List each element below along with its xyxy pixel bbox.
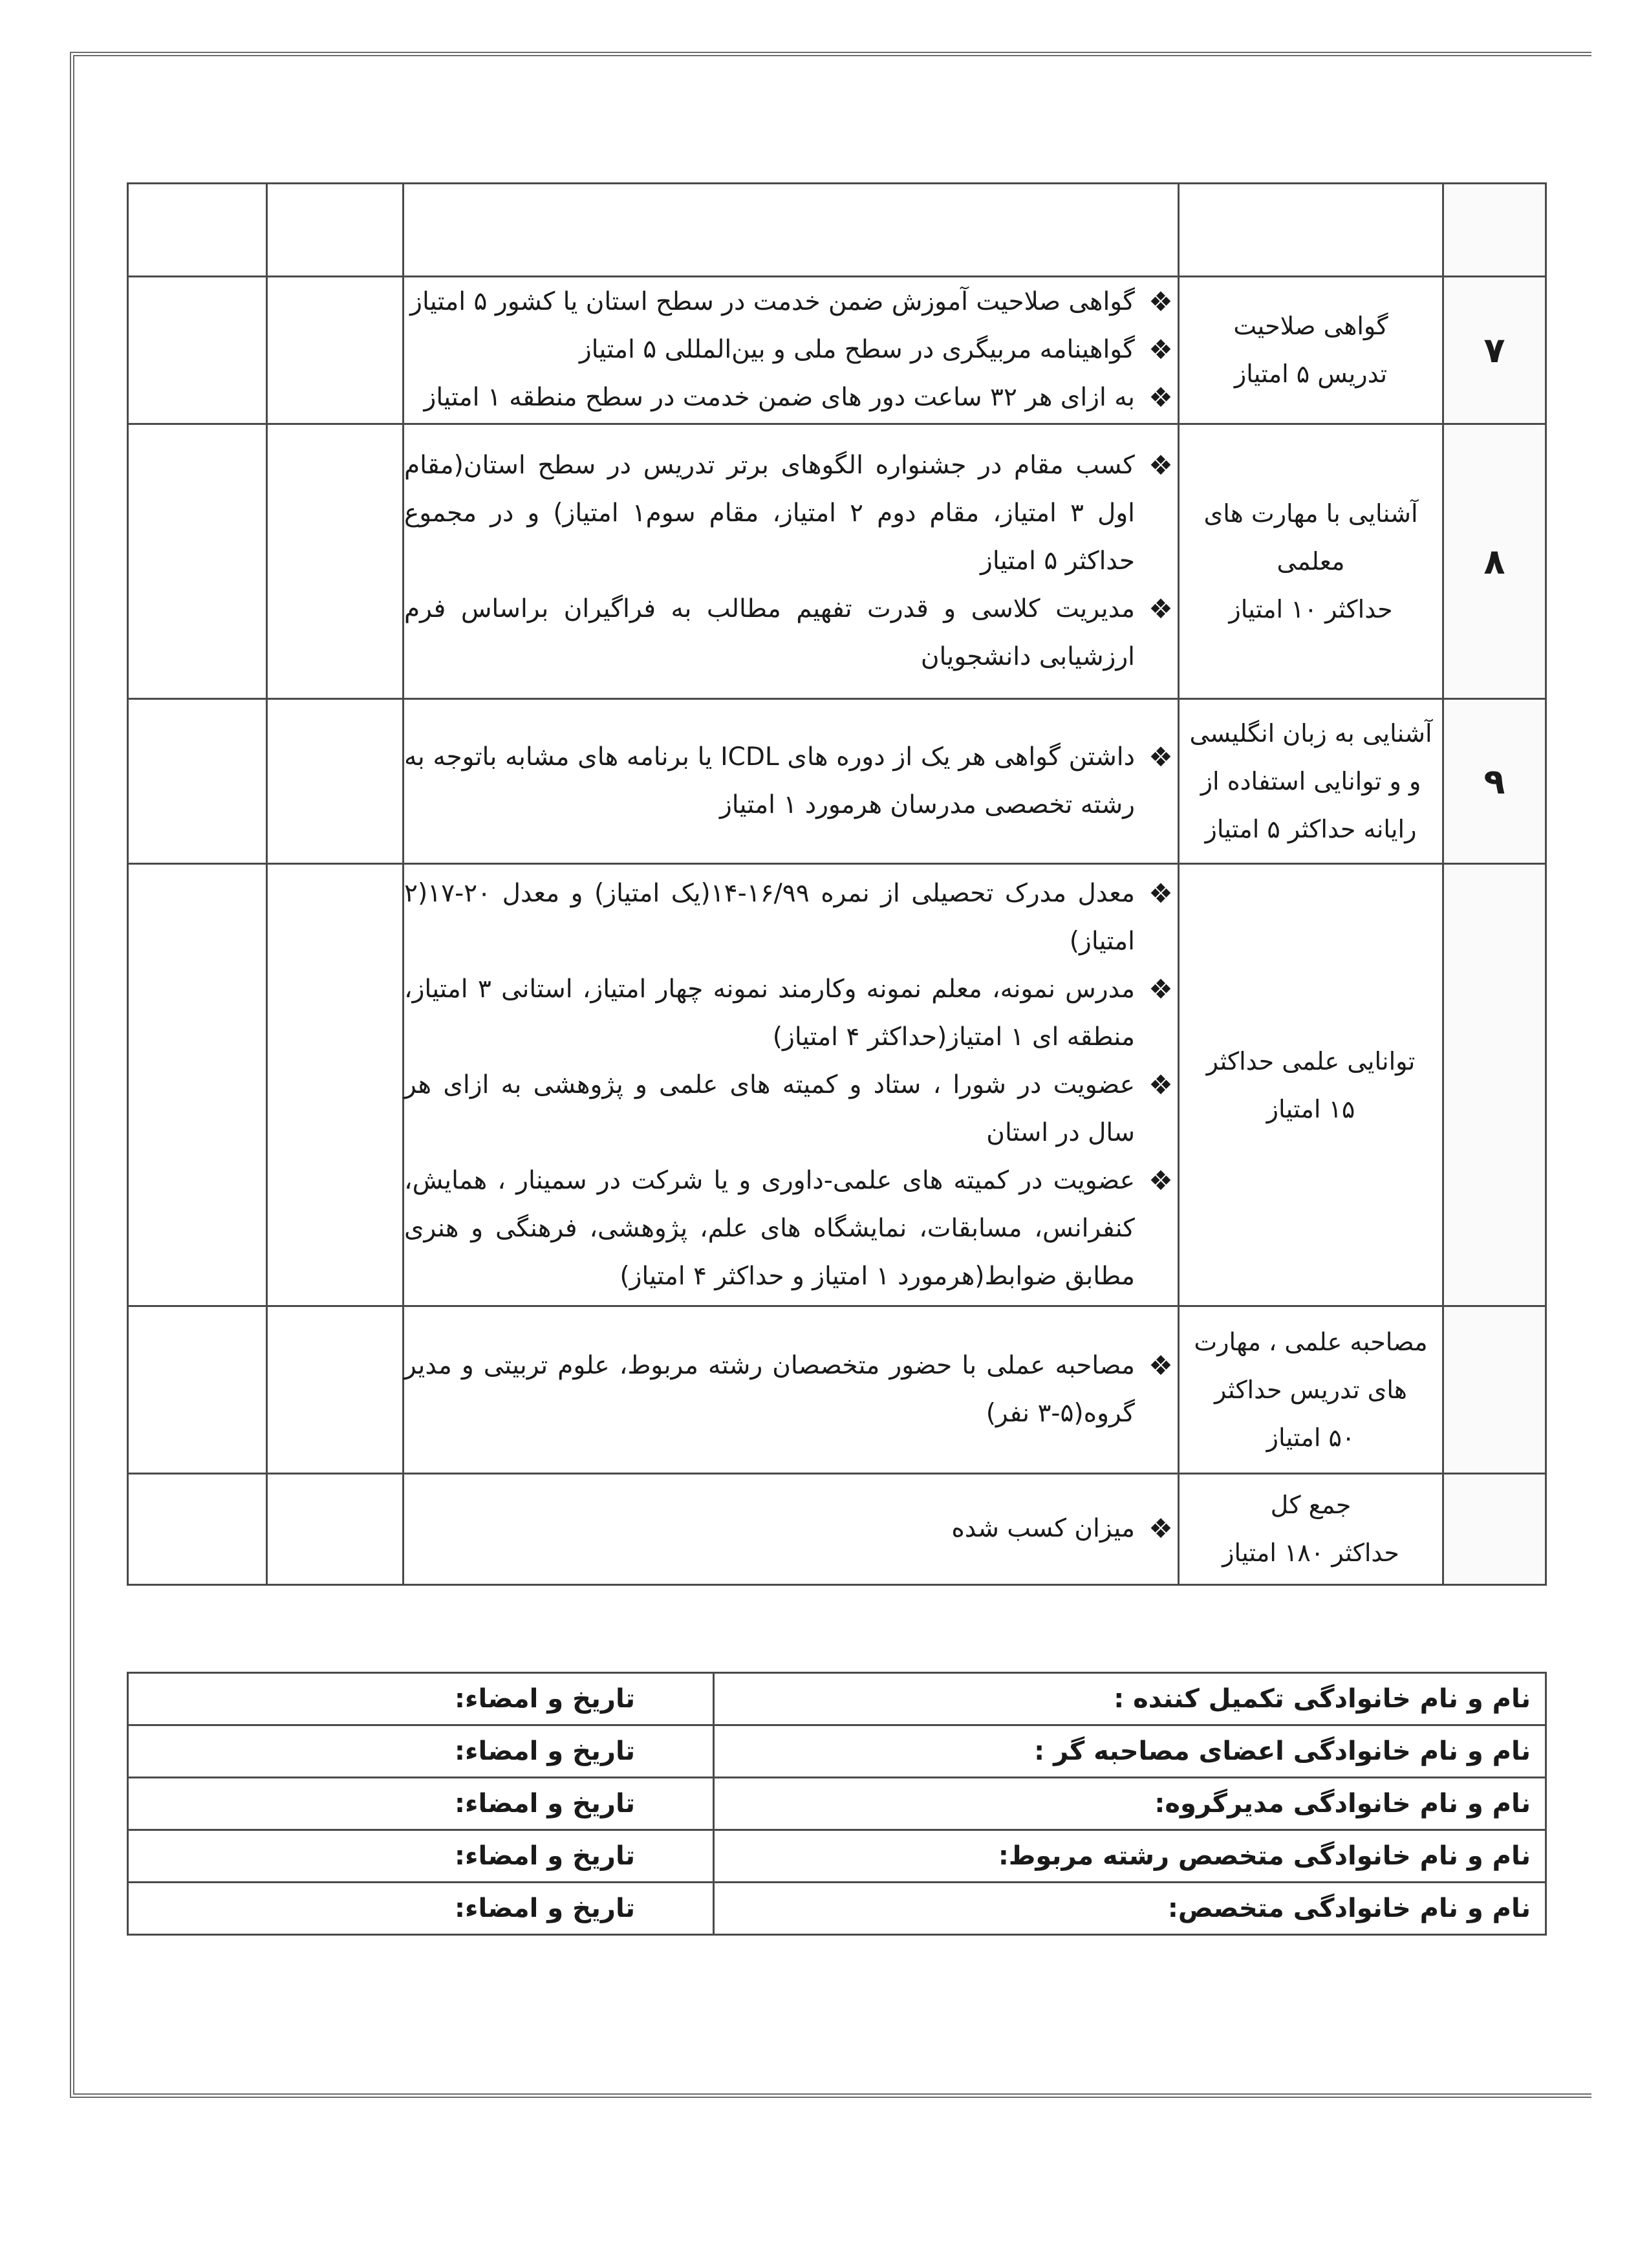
list-item — [404, 374, 1178, 422]
list-item — [404, 966, 1178, 1061]
criterion-title-line: آشنایی به زبان انگلیسی — [1189, 719, 1432, 748]
list-item — [404, 1061, 1178, 1157]
list-item-text: کسب مقام در جشنواره الگوهای برتر تدریس در سطح استان(مقام اول ۳ امتیاز، مقام دوم ۲ امتیاز، مقام سوم۱ امتیاز) و در مجموع حداکثر ۵ امتیاز — [404, 451, 1135, 576]
table-row — [128, 1306, 1546, 1473]
signature-date-label[interactable]: تاریخ و امضاء: — [128, 1725, 714, 1778]
criterion-title-line: آشنایی با مهارت های — [1203, 499, 1418, 528]
signature-date-label[interactable]: تاریخ و امضاء: — [128, 1830, 714, 1883]
row-number: ۸ — [1443, 424, 1546, 699]
bullet-icon: ❖ — [1148, 973, 1173, 1005]
signature-row — [128, 1673, 1546, 1725]
list-item-text: داشتن گواهی هر یک از دوره های ICDL یا برنامه های مشابه باتوجه به رشته تخصصی مدرسان هرمورد ۱ امتیاز — [404, 742, 1135, 820]
signature-row — [128, 1725, 1546, 1778]
criterion-items — [404, 1473, 1179, 1584]
criterion-items — [404, 864, 1179, 1306]
criterion-title-line: معلمی — [1277, 547, 1345, 576]
signature-row — [128, 1778, 1546, 1830]
criterion-title-line: توانایی علمی حداکثر — [1206, 1046, 1416, 1075]
list-item-text: عضویت در کمیته های علمی-داوری و یا شرکت در سمینار ، همایش، کنفرانس، مسابقات، نمایشگاه های علم، پژوهشی، فرهنگی و هنری مطابق ضوابط(هرمورد ۱ امتیاز و حداکثر ۴ امتیاز) — [404, 1165, 1135, 1291]
criterion-title — [1179, 699, 1443, 864]
bullet-icon: ❖ — [1148, 877, 1173, 909]
criterion-items — [404, 184, 1179, 277]
score-cell[interactable] — [267, 864, 404, 1306]
list-item — [404, 1157, 1178, 1301]
list-item — [404, 870, 1178, 966]
score-cell[interactable] — [267, 1306, 404, 1473]
list-item-text: مدرس نمونه، معلم نمونه وکارمند نمونه چهار امتیاز، استانی ۳ امتیاز، منطقه ای ۱ امتیاز(حداکثر ۴ امتیاز) — [404, 974, 1135, 1052]
notes-cell[interactable] — [128, 864, 267, 1306]
signature-date-label[interactable]: تاریخ و امضاء: — [128, 1673, 714, 1725]
table-row — [128, 1473, 1546, 1584]
score-cell[interactable] — [267, 424, 404, 699]
notes-cell[interactable] — [128, 1473, 267, 1584]
table-row — [128, 699, 1546, 864]
table-row — [128, 276, 1546, 424]
table-row — [128, 424, 1546, 699]
row-number: ۷ — [1443, 276, 1546, 424]
list-item-text: به ازای هر ۳۲ ساعت دور های ضمن خدمت در سطح منطقه ۱ امتیاز — [424, 383, 1135, 413]
criterion-title — [1179, 1473, 1443, 1584]
notes-cell[interactable] — [128, 1306, 267, 1473]
list-item-text: گواهینامه مربیگری در سطح ملی و بین‌المللی ۵ امتیاز — [579, 335, 1135, 365]
score-cell[interactable] — [267, 699, 404, 864]
criterion-title-line: رایانه حداکثر ۵ امتیاز — [1205, 815, 1417, 844]
bullet-icon: ❖ — [1148, 286, 1173, 318]
row-number — [1443, 184, 1546, 277]
criterion-title — [1179, 864, 1443, 1306]
list-item-text: گواهی صلاحیت آموزش ضمن خدمت در سطح استان یا کشور ۵ امتیاز — [410, 287, 1135, 317]
row-number: ۹ — [1443, 699, 1546, 864]
criterion-title-line: تدریس ۵ امتیاز — [1234, 360, 1388, 389]
list-item — [404, 442, 1178, 585]
criterion-title-line: حداکثر ۱۰ امتیاز — [1229, 595, 1393, 624]
criterion-title-line: ۱۵ امتیاز — [1266, 1094, 1355, 1123]
list-item — [404, 1505, 1178, 1553]
list-item-text: میزان کسب شده — [951, 1514, 1135, 1544]
criterion-title — [1179, 1306, 1443, 1473]
list-item-text: معدل مدرک تحصیلی از نمره ۱۶/۹۹-۱۴(یک امتیاز) و معدل ۲۰-۱۷(۲ امتیاز) — [404, 878, 1136, 956]
bullet-icon: ❖ — [1148, 1068, 1173, 1101]
bullet-icon: ❖ — [1148, 1349, 1173, 1381]
list-item-text: مصاحبه عملی با حضور متخصصان رشته مربوط، علوم تربیتی و مدیر گروه(۵-۳ نفر) — [404, 1350, 1135, 1428]
bullet-icon: ❖ — [1148, 449, 1173, 482]
signature-date-label[interactable]: تاریخ و امضاء: — [128, 1883, 714, 1935]
signer-name-label: نام و نام خانوادگی متخصص رشته مربوط: — [714, 1830, 1546, 1883]
signature-row — [128, 1883, 1546, 1935]
list-item-text: مدیریت کلاسی و قدرت تفهیم مطالب به فراگیران براساس فرم ارزشیابی دانشجویان — [404, 594, 1135, 672]
bullet-icon: ❖ — [1148, 334, 1173, 366]
signer-name-label: نام و نام خانوادگی اعضای مصاحبه گر : — [714, 1725, 1546, 1778]
score-cell[interactable] — [267, 184, 404, 277]
row-number — [1443, 1306, 1546, 1473]
criterion-title-line: مصاحبه علمی ، مهارت — [1194, 1327, 1428, 1356]
list-item — [404, 585, 1178, 681]
criteria-table — [127, 182, 1547, 1586]
list-item — [404, 733, 1178, 829]
list-item — [404, 278, 1178, 326]
signature-row — [128, 1830, 1546, 1883]
row-number — [1443, 1473, 1546, 1584]
criterion-items — [404, 424, 1179, 699]
criterion-title-line: گواهی صلاحیت — [1233, 312, 1388, 341]
bullet-icon: ❖ — [1148, 1513, 1173, 1545]
criterion-title-line: های تدریس حداکثر — [1214, 1375, 1407, 1404]
score-cell[interactable] — [267, 276, 404, 424]
notes-cell[interactable] — [128, 699, 267, 864]
signer-name-label: نام و نام خانوادگی تکمیل کننده : — [714, 1673, 1546, 1725]
notes-cell[interactable] — [128, 184, 267, 277]
criterion-title-line: ۵۰ امتیاز — [1266, 1423, 1355, 1452]
criterion-title — [1179, 424, 1443, 699]
criterion-title-line: جمع کل — [1270, 1491, 1352, 1520]
notes-cell[interactable] — [128, 424, 267, 699]
bullet-icon: ❖ — [1148, 382, 1173, 414]
signer-name-label: نام و نام خانوادگی متخصص: — [714, 1883, 1546, 1935]
row-number — [1443, 864, 1546, 1306]
bullet-icon: ❖ — [1148, 1164, 1173, 1196]
list-item — [404, 326, 1178, 374]
bullet-icon: ❖ — [1148, 593, 1173, 625]
criterion-items — [404, 699, 1179, 864]
criterion-items — [404, 1306, 1179, 1473]
criterion-items — [404, 276, 1179, 424]
notes-cell[interactable] — [128, 276, 267, 424]
signature-table — [127, 1672, 1547, 1936]
bullet-icon: ❖ — [1148, 741, 1173, 773]
signature-date-label[interactable]: تاریخ و امضاء: — [128, 1778, 714, 1830]
score-cell[interactable] — [267, 1473, 404, 1584]
list-item-text: عضویت در شورا ، ستاد و کمیته های علمی و پژوهشی به ازای هر سال در استان — [404, 1070, 1135, 1147]
table-row — [128, 184, 1546, 277]
list-item — [404, 1342, 1178, 1438]
signer-name-label: نام و نام خانوادگی مدیرگروه: — [714, 1778, 1546, 1830]
table-row — [128, 864, 1546, 1306]
criterion-title-line: حداکثر ۱۸۰ امتیاز — [1222, 1539, 1399, 1568]
criterion-title-line: و و توانایی استفاده از — [1200, 767, 1421, 796]
criterion-title — [1179, 276, 1443, 424]
criterion-title — [1179, 184, 1443, 277]
